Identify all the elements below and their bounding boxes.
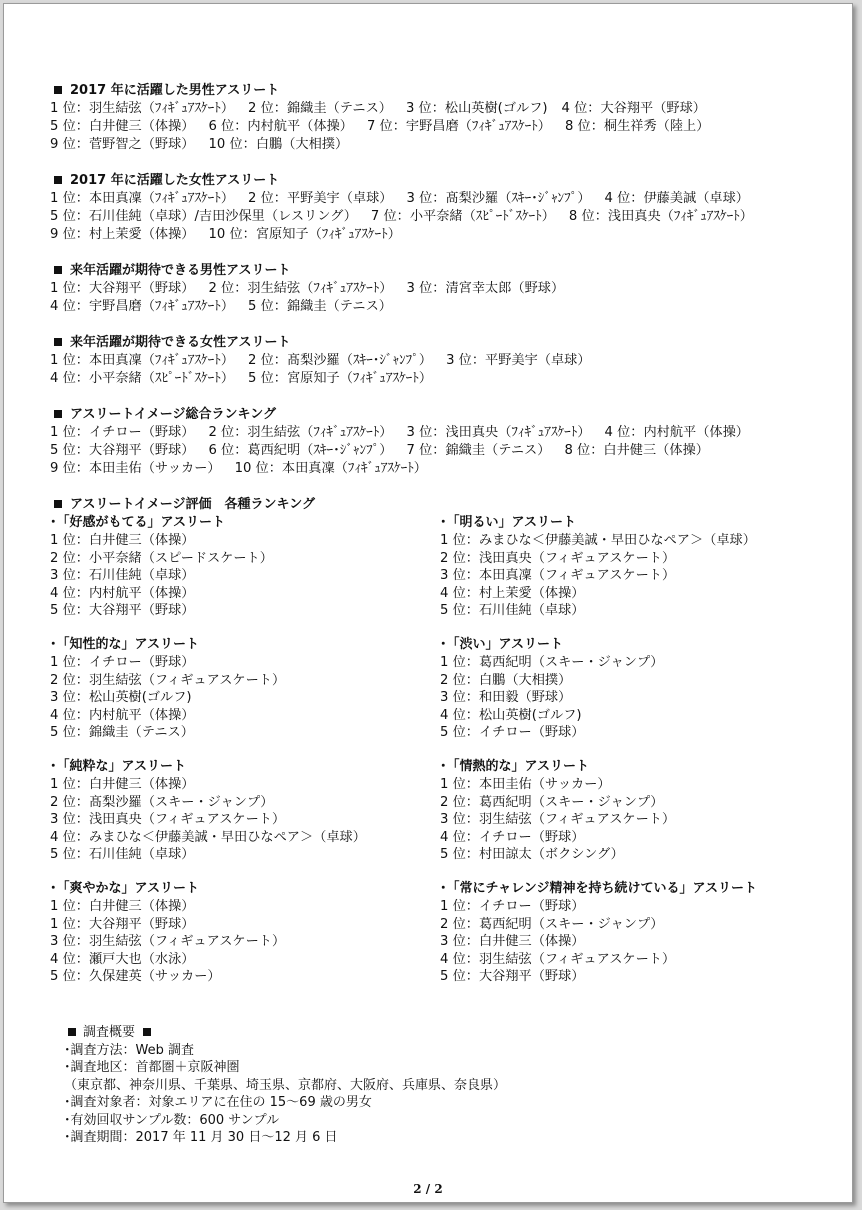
category-item: 3 位：羽生結弦（フィギュアスケート） xyxy=(50,934,286,950)
category-item: 5 位：錦織圭（テニス） xyxy=(50,725,194,741)
ranking-item: 3 位：平野美宇（卓球） xyxy=(446,353,591,368)
ranking-section xyxy=(50,262,830,316)
ranking-item: 9 位：本田圭佑（サッカー） xyxy=(50,461,221,476)
category-title: ･「情熱的な」アスリート xyxy=(440,758,589,774)
section-title-text: アスリートイメージ総合ランキング xyxy=(70,407,277,422)
ranking-item: 1 位：イチロー（野球） xyxy=(50,425,195,440)
category-block xyxy=(440,758,830,864)
category-block xyxy=(440,636,830,742)
ranking-item: 6 位：内村航平（体操） xyxy=(208,119,353,134)
ranking-item: 3 位：浅田真央（ﾌｨｷﾞｭｱｽｹｰﾄ） xyxy=(406,425,591,440)
survey-line: （東京都、神奈川県、千葉県、埼玉県、京都府、大阪府、兵庫県、奈良県） xyxy=(64,1077,507,1093)
category-item: 5 位：イチロー（野球） xyxy=(440,725,585,741)
category-item: 2 位：浅田真央（フィギュアスケート） xyxy=(440,550,676,566)
ranking-item: 1 位：本田真凜（ﾌｨｷﾞｭｱｽｹｰﾄ） xyxy=(50,353,235,368)
ranking-item: 5 位：白井健三（体操） xyxy=(50,119,195,134)
category-item: 4 位：羽生結弦（フィギュアスケート） xyxy=(440,951,676,967)
evaluation-column-right xyxy=(440,514,830,1002)
section-title xyxy=(50,262,830,280)
ranking-line xyxy=(50,298,830,316)
ranking-item: 5 位：石川佳純（卓球）/吉田沙保里（レスリング） xyxy=(50,209,357,224)
section-title-text: 2017 年に活躍した男性アスリート xyxy=(70,83,280,98)
category-block xyxy=(50,514,440,620)
category-item: 3 位：本田真凜（フィギュアスケート） xyxy=(440,568,676,584)
ranking-section xyxy=(50,334,830,388)
category-item: 5 位：久保建英（サッカー） xyxy=(50,969,221,985)
category-item: 4 位：内村航平（体操） xyxy=(50,585,195,601)
category-item: 1 位：イチロー（野球） xyxy=(50,654,195,670)
category-item: 3 位：浅田真央（フィギュアスケート） xyxy=(50,812,286,828)
ranking-item: 10 位：本田真凜（ﾌｨｷﾞｭｱｽｹｰﾄ） xyxy=(234,461,427,476)
category-item: 3 位：白井健三（体操） xyxy=(440,934,585,950)
square-bullet-icon xyxy=(143,1028,151,1036)
square-bullet-icon xyxy=(54,500,62,508)
category-title: ･「好感がもてる」アスリート xyxy=(50,515,225,530)
category-item: 4 位：松山英樹(ゴルフ) xyxy=(440,707,582,723)
ranking-item: 3 位：清宮幸太郎（野球） xyxy=(406,281,565,296)
category-block xyxy=(440,514,830,620)
category-title: ･「渋い」アスリート xyxy=(440,636,563,652)
ranking-item: 2 位：羽生結弦（ﾌｨｷﾞｭｱｽｹｰﾄ） xyxy=(208,425,393,440)
category-title: ･「常にチャレンジ精神を持ち続けている」アスリート xyxy=(440,880,757,896)
ranking-item: 4 位：伊藤美誠（卓球） xyxy=(604,191,749,206)
ranking-item: 9 位：菅野智之（野球） xyxy=(50,137,195,152)
survey-line: ･調査期間：2017 年 11 月 30 日～12 月 6 日 xyxy=(64,1130,338,1145)
ranking-line xyxy=(50,460,830,478)
survey-line: ･調査対象者：対象エリアに在住の 15～69 歳の男女 xyxy=(64,1095,372,1110)
square-bullet-icon xyxy=(54,338,62,346)
category-item: 3 位：松山英樹(ゴルフ) xyxy=(50,690,192,706)
category-item: 1 位：白井健三（体操） xyxy=(50,898,195,914)
ranking-item: 6 位：葛西紀明（ｽｷｰ･ｼﾞｬﾝﾌﾟ） xyxy=(208,443,393,458)
ranking-item: 4 位：小平奈緒（ｽﾋﾟｰﾄﾞｽｹｰﾄ） xyxy=(50,371,235,386)
ranking-item: 2 位：錦織圭（テニス） xyxy=(248,101,392,116)
ranking-line xyxy=(50,100,830,118)
ranking-item: 4 位：宇野昌磨（ﾌｨｷﾞｭｱｽｹｰﾄ） xyxy=(50,299,235,314)
ranking-item: 4 位：内村航平（体操） xyxy=(604,425,749,440)
ranking-item: 2 位：羽生結弦（ﾌｨｷﾞｭｱｽｹｰﾄ） xyxy=(208,281,393,296)
category-title: ･「知性的な」アスリート xyxy=(50,636,199,652)
category-item: 4 位：みまひな＜伊藤美誠・早田ひなペア＞（卓球） xyxy=(50,829,366,845)
category-item: 4 位：内村航平（体操） xyxy=(50,707,195,723)
section-title xyxy=(50,172,830,190)
category-item: 1 位：イチロー（野球） xyxy=(440,898,585,914)
document-page xyxy=(3,3,853,1203)
ranking-line xyxy=(50,442,830,460)
category-item: 2 位：髙梨沙羅（スキー・ジャンプ） xyxy=(50,794,274,810)
section-title-text: 来年活躍が期待できる男性アスリート xyxy=(70,263,291,278)
ranking-line xyxy=(50,352,830,370)
category-item: 5 位：石川佳純（卓球） xyxy=(50,847,195,863)
ranking-section xyxy=(50,172,830,244)
category-item: 2 位：小平奈緒（スピードスケート） xyxy=(50,550,273,566)
category-title: ･「純粋な」アスリート xyxy=(50,758,186,774)
category-item: 1 位：白井健三（体操） xyxy=(50,533,195,548)
ranking-item: 2 位：髙梨沙羅（ｽｷｰ･ｼﾞｬﾝﾌﾟ） xyxy=(248,353,433,368)
ranking-item: 7 位：宇野昌磨（ﾌｨｷﾞｭｱｽｹｰﾄ） xyxy=(366,119,551,134)
ranking-item: 10 位：白鵬（大相撲） xyxy=(208,137,349,152)
category-item: 4 位：瀬戸大也（水泳） xyxy=(50,951,195,967)
ranking-item: 2 位：平野美宇（卓球） xyxy=(248,191,393,206)
ranking-line xyxy=(50,280,830,298)
section-title xyxy=(50,406,830,424)
category-item: 2 位：白鵬（大相撲） xyxy=(440,672,572,688)
category-title: ･「明るい」アスリート xyxy=(440,515,576,530)
survey-overview xyxy=(64,1024,506,1147)
ranking-line xyxy=(50,226,830,244)
category-item: 5 位：村田諒太（ボクシング） xyxy=(440,847,624,863)
ranking-line xyxy=(50,424,830,442)
survey-line: ･調査方法：Web 調査 xyxy=(64,1042,194,1058)
section-title-text: 来年活躍が期待できる女性アスリート xyxy=(70,335,291,350)
square-bullet-icon xyxy=(54,410,62,418)
ranking-line xyxy=(50,370,830,388)
ranking-item: 9 位：村上茉愛（体操） xyxy=(50,227,195,242)
ranking-item: 3 位：松山英樹(ゴルフ) xyxy=(405,101,548,116)
category-item: 1 位：葛西紀明（スキー・ジャンプ） xyxy=(440,654,664,670)
evaluation-column-left xyxy=(50,514,440,1002)
section-title-text: 2017 年に活躍した女性アスリート xyxy=(70,173,280,188)
category-block xyxy=(50,636,440,742)
ranking-item: 3 位：髙梨沙羅（ｽｷｰ･ｼﾞｬﾝﾌﾟ） xyxy=(406,191,591,206)
square-bullet-icon xyxy=(68,1028,76,1036)
ranking-item: 5 位：宮原知子（ﾌｨｷﾞｭｱｽｹｰﾄ） xyxy=(248,371,433,386)
category-block xyxy=(440,880,830,986)
square-bullet-icon xyxy=(54,176,62,184)
category-item: 3 位：石川佳純（卓球） xyxy=(50,568,195,584)
ranking-item: 1 位：羽生結弦（ﾌｨｷﾞｭｱｽｹｰﾄ） xyxy=(50,101,235,116)
category-item: 5 位：大谷翔平（野球） xyxy=(440,969,585,985)
square-bullet-icon xyxy=(54,86,62,94)
category-title: ･「爽やかな」アスリート xyxy=(50,880,199,896)
evaluation-grid xyxy=(50,514,830,1002)
survey-line: ･有効回収サンプル数：600 サンプル xyxy=(64,1112,280,1128)
ranking-item: 1 位：大谷翔平（野球） xyxy=(50,281,195,296)
category-item: 4 位：イチロー（野球） xyxy=(440,829,585,845)
square-bullet-icon xyxy=(54,266,62,274)
page-number: 2 / 2 xyxy=(413,1182,443,1196)
ranking-item: 10 位：宮原知子（ﾌｨｷﾞｭｱｽｹｰﾄ） xyxy=(208,227,401,242)
ranking-item: 1 位：本田真凜（ﾌｨｷﾞｭｱｽｹｰﾄ） xyxy=(50,191,235,206)
category-item: 2 位：葛西紀明（スキー・ジャンプ） xyxy=(440,916,664,932)
ranking-line xyxy=(50,208,830,226)
category-item: 3 位：和田毅（野球） xyxy=(440,690,572,706)
ranking-item: 8 位：浅田真央（ﾌｨｷﾞｭｱｽｹｰﾄ） xyxy=(568,209,753,224)
category-item: 2 位：羽生結弦（フィギュアスケート） xyxy=(50,672,286,688)
section-title xyxy=(50,334,830,352)
ranking-section xyxy=(50,82,830,154)
category-item: 1 位：白井健三（体操） xyxy=(50,776,195,792)
ranking-section xyxy=(50,406,830,478)
category-item: 1 位：本田圭佑（サッカー） xyxy=(440,776,611,792)
ranking-line xyxy=(50,190,830,208)
survey-title: 調査概要 xyxy=(64,1024,506,1042)
category-block xyxy=(50,758,440,864)
ranking-line xyxy=(50,136,830,154)
category-item: 3 位：羽生結弦（フィギュアスケート） xyxy=(440,812,676,828)
ranking-item: 4 位：大谷翔平（野球） xyxy=(561,101,706,116)
ranking-item: 5 位：錦織圭（テニス） xyxy=(248,299,392,314)
category-item: 2 位：葛西紀明（スキー・ジャンプ） xyxy=(440,794,664,810)
category-item: 4 位：村上茉愛（体操） xyxy=(440,585,585,601)
category-item: 1 位：みまひな＜伊藤美誠・早田ひなペア＞（卓球） xyxy=(440,533,756,548)
ranking-item: 7 位：小平奈緒（ｽﾋﾟｰﾄﾞｽｹｰﾄ） xyxy=(370,209,555,224)
section-title xyxy=(50,82,830,100)
ranking-item: 7 位：錦織圭（テニス） xyxy=(406,443,551,458)
category-item: 1 位：大谷翔平（野球） xyxy=(50,916,195,932)
ranking-line xyxy=(50,118,830,136)
category-item: 5 位：大谷翔平（野球） xyxy=(50,603,195,619)
category-block xyxy=(50,880,440,986)
category-item: 5 位：石川佳純（卓球） xyxy=(440,603,585,619)
ranking-item: 5 位：大谷翔平（野球） xyxy=(50,443,195,458)
ranking-item: 8 位：白井健三（体操） xyxy=(564,443,709,458)
ranking-item: 8 位：桐生祥秀（陸上） xyxy=(564,119,710,134)
main-content xyxy=(50,82,830,1002)
survey-line: ･調査地区：首都圏＋京阪神圏 xyxy=(64,1060,240,1075)
evaluation-title: アスリートイメージ評価 各種ランキング xyxy=(50,496,830,514)
